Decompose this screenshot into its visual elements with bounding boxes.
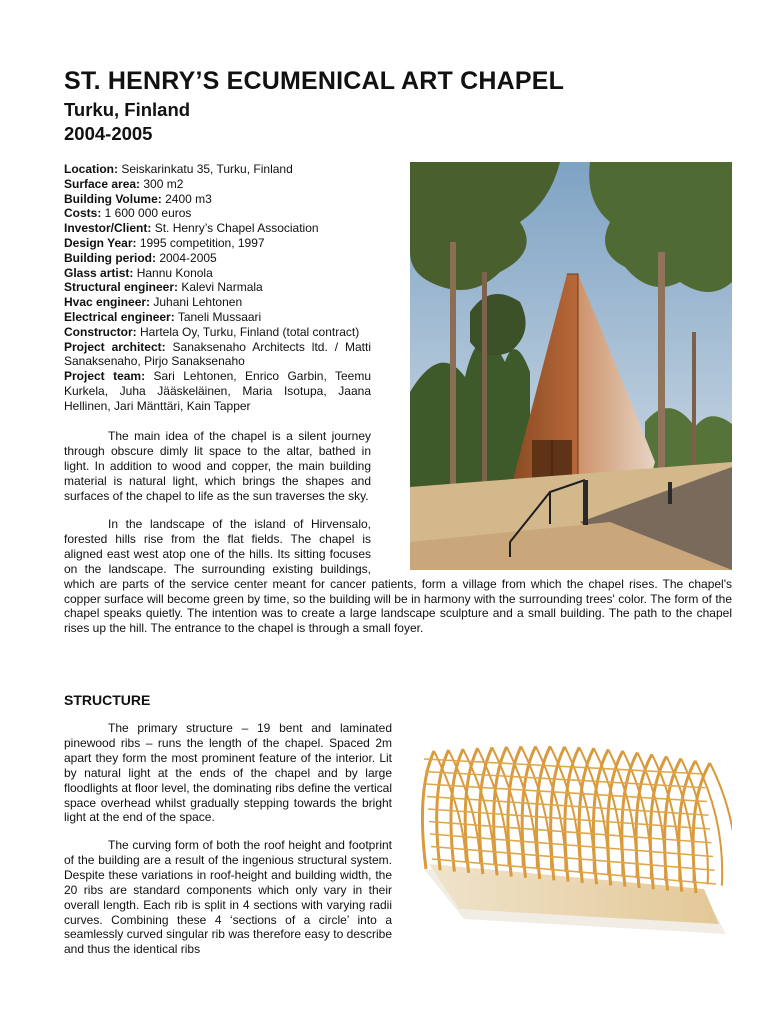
- fact-electrical-engineer: [64, 310, 371, 325]
- fact-value: Seiskarinkatu 35, Turku, Finland: [118, 162, 293, 176]
- landscape-paragraph: In the landscape of the island of Hirvensalo, forested hills rise from the flat fields. The chapel is aligned east west atop one of the hills. Its sitting focuses on the landscape. The surrounding existing buildings, which are parts of the service center meant for cancer patients, form a village from which the chapel rises. The chapel's copper surface will become green by time, so the building will be in harmony with the surrounding trees' color. The form of the chapel speaks quietly. The intention was to create a large landscape sculpture and a small building. The path to the chapel rises up the hill. The entrance to the chapel is through a small foyer.: [64, 517, 732, 636]
- structure-heading: STRUCTURE: [64, 692, 151, 708]
- timber-rib: [522, 746, 536, 878]
- structure-paragraph-1: The primary structure – 19 bent and laminated pinewood ribs – runs the length of the chapel. Spaced 2m apart they form the most prominent feature of the interior. Lit by natural light at the ends of the chapel and by large floodlights at floor level, the dominating ribs define the vertical space overhead whilst gradually stepping towards the bright light at the end of the space.: [64, 721, 392, 825]
- structure-paragraph-2: The curving form of both the roof height and footprint of the building are a result of the ingenious structural system. Despite these variations in roof-height and building width, the 20 ribs are standard components which only vary in their overall length. Each rib is split in 4 sections with varying radii curves. Combining these 4 ‘sections of a circle’ into a seamlessly curved singular rib was therefore easy to describe and thus the identical ribs: [64, 838, 392, 957]
- project-facts-list: [64, 162, 371, 414]
- timber-purlin: [429, 822, 712, 843]
- chapel-exterior-illustration: [410, 162, 732, 570]
- fact-value: 1 600 000 euros: [101, 206, 192, 221]
- fact-label: Location:: [64, 162, 118, 176]
- fact-label: Surface area:: [64, 176, 141, 191]
- fact-costs: [64, 206, 371, 221]
- fact-building-period: [64, 251, 371, 266]
- fact-value: Sari Lehtonen, Enrico Garbin, Teemu Kurkela, Juha Jääskeläinen, Maria Isotupa, Jaana Hellinen, Jari Mänttäri, Kain Tapper: [64, 369, 371, 413]
- fact-value: Taneli Mussaari: [174, 309, 262, 324]
- page-subtitle-years: 2004-2005: [64, 123, 153, 144]
- fact-label: Glass artist:: [64, 265, 134, 280]
- fact-value: St. Henry’s Chapel Association: [151, 221, 319, 236]
- fact-label: Constructor:: [64, 324, 137, 339]
- page-title: ST. HENRY’S ECUMENICAL ART CHAPEL: [64, 67, 565, 95]
- rib-structure-illustration: [404, 719, 732, 949]
- fact-value: Juhani Lehtonen: [150, 295, 243, 310]
- fact-value: Kalevi Narmala: [178, 280, 263, 295]
- fact-hvac-engineer: [64, 295, 371, 310]
- fact-surface-area: [64, 177, 371, 192]
- timber-purlin: [431, 847, 715, 871]
- timber-rib: [508, 746, 521, 876]
- fact-label: Hvac engineer:: [64, 295, 151, 310]
- fact-label: Project team:: [64, 369, 146, 384]
- fact-value: 2004-2005: [156, 250, 217, 265]
- fact-label: Structural engineer:: [64, 280, 179, 295]
- photo-wrap-spacer: [371, 517, 732, 569]
- fact-value: 1995 competition, 1997: [136, 235, 265, 250]
- fact-project-team: [64, 369, 371, 413]
- timber-purlin: [430, 834, 713, 857]
- fact-building-volume: [64, 192, 371, 207]
- fact-constructor: [64, 325, 371, 340]
- fact-label: Costs:: [64, 206, 102, 221]
- page-subtitle-location: Turku, Finland: [64, 99, 191, 120]
- fact-glass-artist: [64, 266, 371, 281]
- fact-value: 300 m2: [140, 176, 184, 191]
- timber-rib: [608, 751, 623, 886]
- fact-value: Hartela Oy, Turku, Finland (total contract): [136, 324, 360, 339]
- fact-value: 2400 m3: [161, 191, 212, 206]
- fact-location: [64, 162, 371, 177]
- fact-structural-engineer: [64, 280, 371, 295]
- fact-project-architect: [64, 340, 371, 370]
- timber-rib-back: [710, 763, 732, 887]
- fact-value: Sanaksenaho Architects ltd. / Matti Sanaksenaho, Pirjo Sanaksenaho: [64, 339, 371, 369]
- fact-design-year: [64, 236, 371, 251]
- fact-label: Building Volume:: [64, 191, 162, 206]
- chapel-exterior-photo: [410, 162, 732, 570]
- fact-label: Building period:: [64, 250, 156, 265]
- fact-label: Project architect:: [64, 339, 166, 354]
- fact-label: Investor/Client:: [64, 221, 152, 236]
- rib-structure-render: [404, 719, 732, 949]
- timber-rib: [593, 749, 608, 884]
- fact-label: Electrical engineer:: [64, 309, 175, 324]
- landscape-paragraph-block: [64, 517, 732, 636]
- fact-value: Hannu Konola: [133, 265, 213, 280]
- fact-label: Design Year:: [64, 235, 137, 250]
- fact-investor-client: [64, 221, 371, 236]
- intro-paragraph: The main idea of the chapel is a silent journey through obscure dimly lit space to the altar, bathed in light. In addition to wood and copper, the main building material is natural light, which brings the shapes and surfaces of the chapel to life as the sun traverses the sky.: [64, 429, 371, 503]
